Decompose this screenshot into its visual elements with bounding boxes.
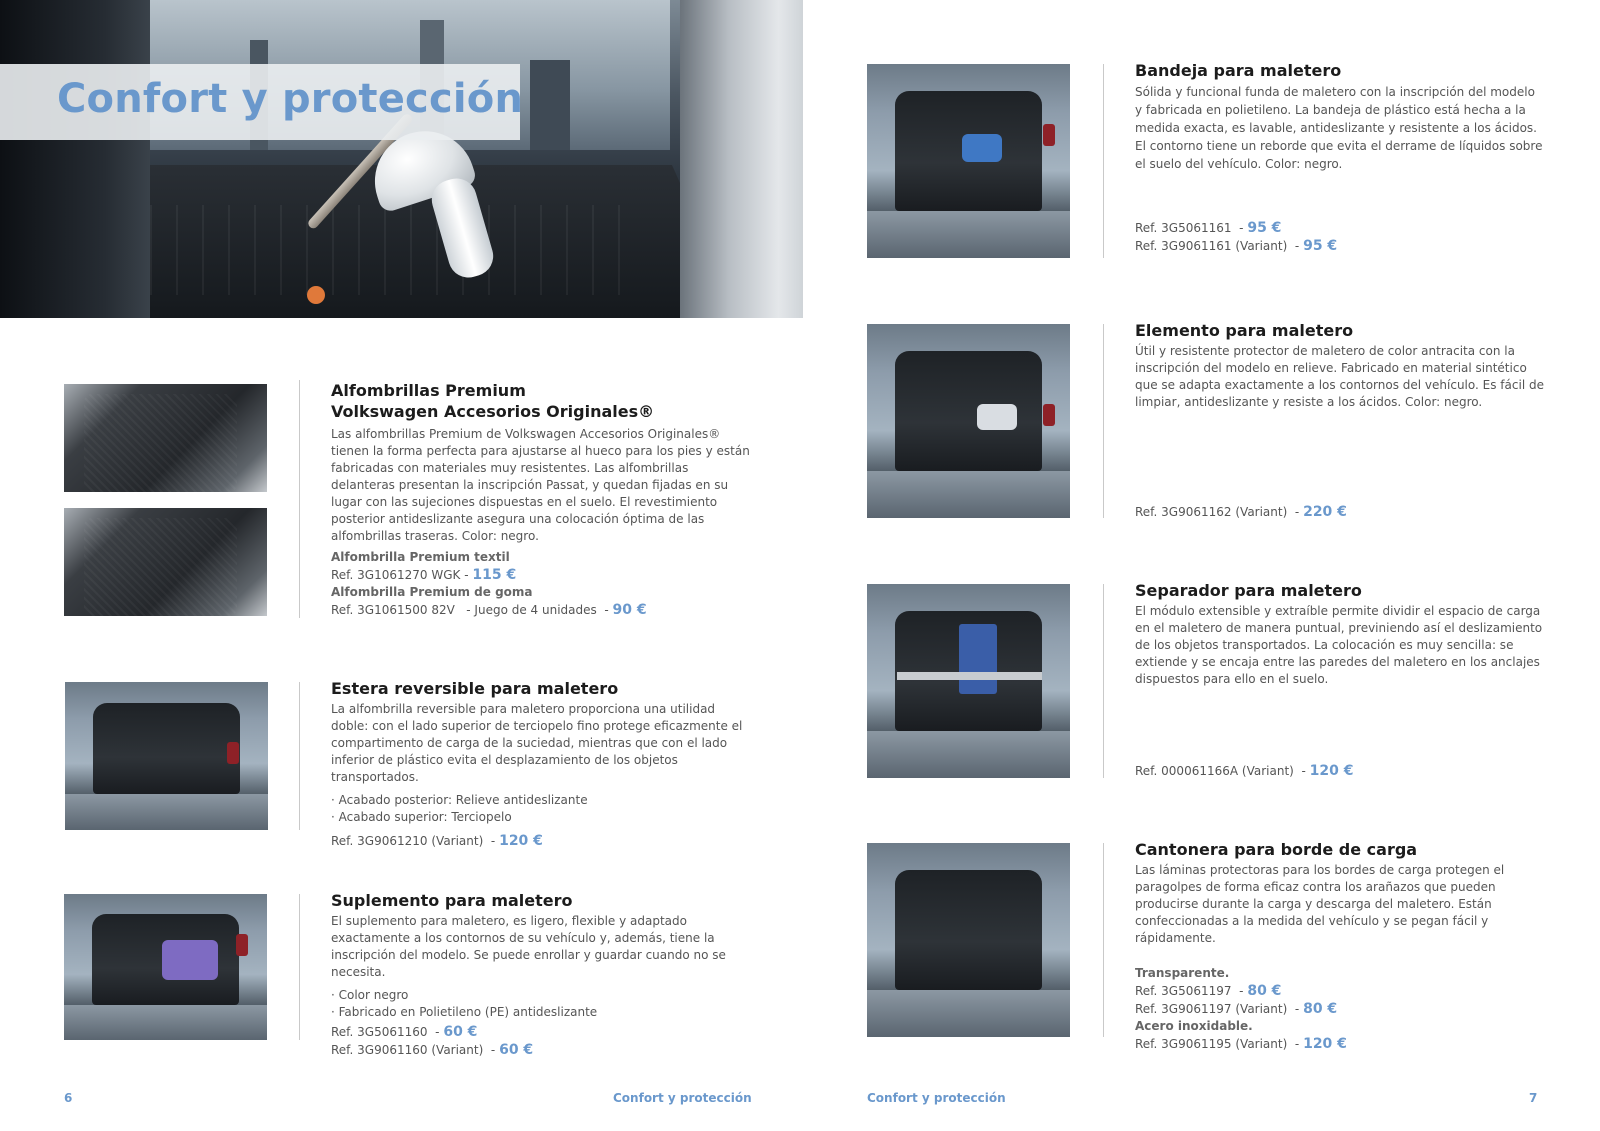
variant-ref [331, 1023, 751, 1041]
product-title-line2: Volkswagen Accesorios Originales® [331, 402, 655, 421]
ref-code: Ref. 3G9061195 (Variant) - [1135, 1037, 1300, 1051]
product-description: El módulo extensible y extraíble permite dividir el espacio de carga en el maletero de manera puntual, previniendo así el deslizamiento de los objetos transportados. La colocación es muy sencilla: se extiende y se encaja entre las paredes del maletero en los anclajes dispuestos para ello en el suelo. [1135, 604, 1543, 686]
feature-list [331, 987, 751, 1021]
product-description: Útil y resistente protector de maletero de color antracita con la inscripción del modelo en relieve. Fabricado en material sintético que se adapta exactamente a los contornos del vehículo. Es fácil de limpiar, antideslizante y resiste a los ácidos. Color: negro. [1135, 344, 1544, 409]
variant-ref [331, 832, 751, 850]
variant-ref [1135, 1000, 1545, 1018]
product-title: Cantonera para borde de carga [1135, 840, 1418, 859]
variant-ref [1135, 1035, 1545, 1053]
price: 60 € [443, 1024, 478, 1040]
divider [299, 894, 300, 1040]
price: 80 € [1247, 983, 1282, 999]
variant-ref [331, 566, 751, 584]
product-title: Elemento para maletero [1135, 321, 1354, 340]
product-title: Separador para maletero [1135, 581, 1362, 600]
product-image-mat-textile [64, 384, 267, 492]
price: 95 € [1303, 238, 1338, 254]
product-image-elemento [867, 324, 1070, 518]
footer-section-label: Confort y protección [613, 1091, 752, 1105]
title-band [0, 64, 524, 140]
divider [1103, 64, 1104, 258]
divider [1103, 324, 1104, 518]
product-estera [331, 678, 751, 850]
price: 220 € [1303, 504, 1347, 520]
feature-item: · Color negro [331, 988, 409, 1002]
product-title: Estera reversible para maletero [331, 679, 619, 698]
price: 90 € [612, 602, 647, 618]
variant-ref [331, 601, 751, 619]
variant-label: Alfombrilla Premium textil [331, 550, 510, 564]
product-image-separador [867, 584, 1070, 778]
divider [299, 682, 300, 830]
ref-code: Ref. 3G9061210 (Variant) - [331, 834, 496, 848]
feature-item: · Acabado superior: Terciopelo [331, 810, 512, 824]
price: 120 € [499, 833, 543, 849]
page-number: 6 [64, 1091, 73, 1105]
variant-ref [1135, 503, 1545, 521]
product-elemento [1135, 320, 1545, 521]
price: 95 € [1247, 220, 1282, 236]
ref-code: Ref. 3G1061270 WGK - [331, 568, 469, 582]
ref-code: Ref. 3G5061160 - [331, 1025, 440, 1039]
product-image-mat-rubber [64, 508, 267, 616]
ref-code: Ref. 3G9061160 (Variant) - [331, 1043, 496, 1057]
product-image-bandeja [867, 64, 1070, 258]
price: 60 € [499, 1042, 534, 1058]
product-title: Bandeja para maletero [1135, 61, 1342, 80]
product-title: Suplemento para maletero [331, 891, 573, 910]
ref-code: Ref. 3G9061197 (Variant) - [1135, 1002, 1300, 1016]
variant-ref [1135, 982, 1545, 1000]
feature-item: · Acabado posterior: Relieve antideslizante [331, 793, 588, 807]
product-image-cantonera [867, 843, 1070, 1037]
page-number: 7 [1529, 1091, 1538, 1105]
variant-ref [1135, 219, 1545, 237]
ref-code: Ref. 3G1061500 82V - Juego de 4 unidades - [331, 603, 609, 617]
ref-code: Ref. 3G5061197 - [1135, 984, 1244, 998]
product-title-line1: Alfombrillas Premium [331, 381, 526, 400]
product-bandeja [1135, 60, 1545, 255]
product-cantonera [1135, 839, 1545, 1053]
ref-code: Ref. 3G9061162 (Variant) - [1135, 505, 1300, 519]
footer-section-label: Confort y protección [867, 1091, 1006, 1105]
feature-item: · Fabricado en Polietileno (PE) antideslizante [331, 1005, 598, 1019]
price: 115 € [472, 567, 517, 583]
product-description: El suplemento para maletero, es ligero, flexible y adaptado exactamente a los contornos de su vehículo y, además, tiene la inscripción del modelo. Se puede enrollar y guardar cuando no se necesita. [331, 914, 726, 979]
variant-label: Alfombrilla Premium de goma [331, 585, 533, 599]
variant-label: Transparente. [1135, 966, 1230, 980]
variant-ref [1135, 762, 1545, 780]
feature-list [331, 792, 751, 826]
ref-code: Ref. 000061166A (Variant) - [1135, 764, 1306, 778]
page-title: Confort y protección [57, 76, 524, 122]
product-image-suplemento [64, 894, 267, 1040]
variant-ref [331, 1041, 751, 1059]
divider [1103, 843, 1104, 1037]
product-description: Sólida y funcional funda de maletero con la inscripción del modelo y fabricada en polietileno. La bandeja de plástico está hecha a la medida exacta, es lavable, antideslizante y resistente a los ácidos. El contorno tiene un reborde que evita el derrame de líquidos sobre el suelo del vehículo. Color: negro. [1135, 85, 1543, 171]
product-description: Las láminas protectoras para los bordes de carga protegen el paragolpes de forma eficaz contra los arañazos que pueden producirse durante la carga y descarga del maletero. Están confeccionadas a la medida del vehículo y se pegan fácil y rápidamente. [1135, 863, 1505, 945]
product-separador [1135, 580, 1545, 780]
price: 120 € [1303, 1036, 1347, 1052]
product-description: Las alfombrillas Premium de Volkswagen Accesorios Originales® tienen la forma perfecta para ajustarse al hueco para los pies y están fabricadas con materiales muy resistentes. Las alfombrillas delanteras presentan la inscripción Passat, y quedan fijadas en su lugar con las sujeciones dispuestas en el suelo. El revestimiento posterior antideslizante asegura una colocación óptima de las alfombrillas traseras. Color: negro. [331, 427, 750, 543]
product-alfombrillas [331, 380, 751, 619]
product-suplemento [331, 890, 751, 1059]
ref-code: Ref. 3G5061161 - [1135, 221, 1244, 235]
price: 80 € [1303, 1001, 1338, 1017]
ref-code: Ref. 3G9061161 (Variant) - [1135, 239, 1300, 253]
price: 120 € [1309, 763, 1354, 779]
divider [299, 380, 300, 618]
variant-label: Acero inoxidable. [1135, 1019, 1253, 1033]
product-description: La alfombrilla reversible para maletero proporciona una utilidad doble: con el lado superior de terciopelo fino protege eficazmente el compartimento de carga de la suciedad, mientras que con el lado inferior de plástico evita el desplazamiento de los objetos transportados. [331, 702, 743, 784]
product-image-estera [65, 682, 268, 830]
hero-image [0, 0, 803, 318]
divider [1103, 584, 1104, 778]
variant-ref [1135, 237, 1545, 255]
